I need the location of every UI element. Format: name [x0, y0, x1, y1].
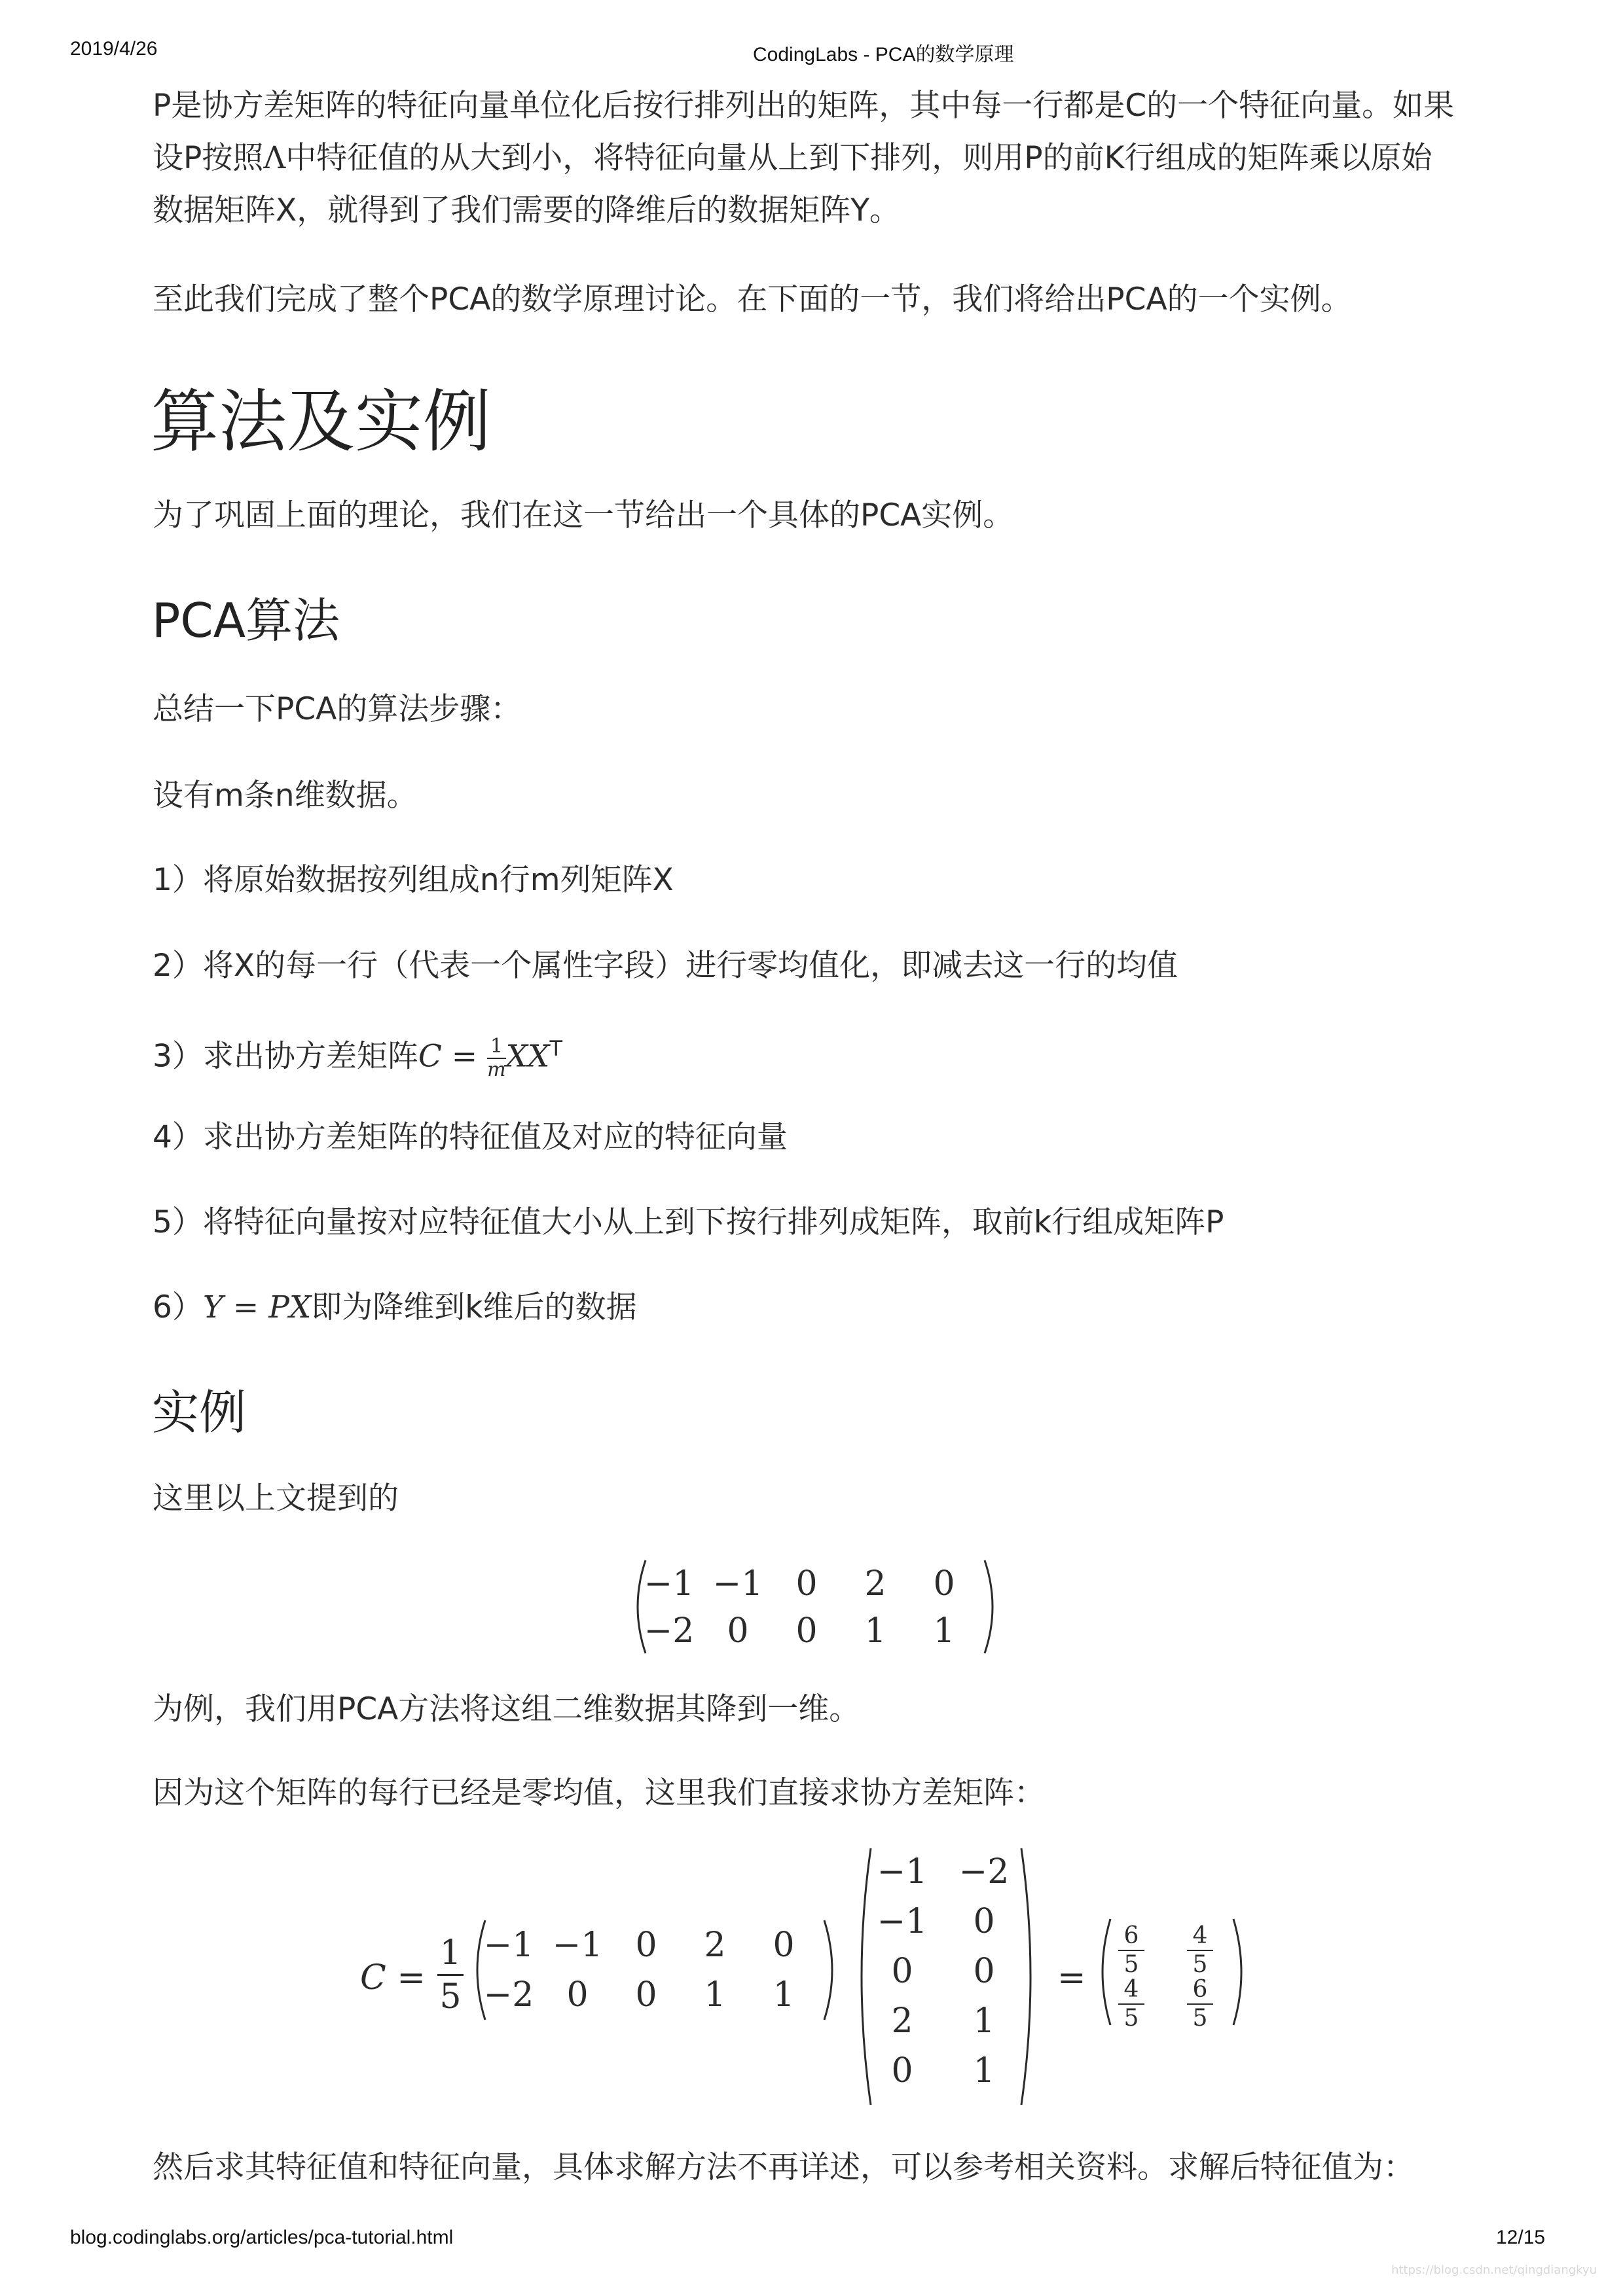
numerator: 6: [1187, 1978, 1213, 2005]
text: 即为降维到k维后的数据: [311, 1289, 637, 1325]
matrix-cell: −1: [644, 1564, 695, 1604]
denominator: 5: [439, 1977, 462, 2017]
matrix-cell: 1: [973, 2001, 995, 2041]
paragraph: 总结一下PCA的算法步骤：: [153, 691, 522, 727]
matrix-cell: 1: [704, 1975, 726, 2015]
matrix-cell: 0: [973, 1952, 995, 1991]
paragraph-line: P是协方差矩阵的特征向量单位化后按行排列出的矩阵，其中每一行都是C的一个特征向量。如果: [153, 88, 1455, 124]
denominator: 5: [1192, 2005, 1208, 2032]
matrix-cell: 1: [973, 2051, 995, 2090]
matrix-cell: −2: [958, 1852, 1010, 1892]
denominator: 5: [1123, 1951, 1139, 1978]
matrix-cell: 0: [773, 1926, 795, 1965]
lambda-symbol: Λ: [263, 140, 286, 176]
paragraph-line: 数据矩阵X，就得到了我们需要的降维后的数据矩阵Y。: [153, 192, 900, 228]
text: 3）求出协方差矩阵: [153, 1038, 418, 1075]
matrix-cell: 0: [973, 1902, 995, 1941]
paragraph: 为了巩固上面的理论，我们在这一节给出一个具体的PCA实例。: [153, 497, 1014, 533]
matrix-cell: 1: [864, 1611, 886, 1651]
right-paren: [1231, 1916, 1250, 2028]
matrix-cell: −1: [712, 1564, 763, 1604]
matrix-cell: 0: [891, 1952, 913, 1991]
paragraph-line: [153, 132, 1432, 185]
equals-sign: =: [1057, 1958, 1086, 1998]
formula: Y = PX: [202, 1289, 312, 1325]
algo-step: 5）将特征向量按对应特征值大小从上到下按行排列成矩阵，取前k行组成矩阵P: [153, 1204, 1224, 1240]
text: 6）: [153, 1289, 203, 1325]
right-paren: [822, 1918, 841, 2022]
print-title: CodingLabs - PCA的数学原理: [753, 44, 1014, 65]
text: 设P按照: [153, 140, 264, 176]
matrix-cell: 0: [795, 1611, 818, 1651]
fraction-cell: [1118, 1924, 1144, 1977]
matrix-result: [1093, 1916, 1250, 2032]
subsection-heading: PCA算法: [152, 593, 340, 648]
matrix-cell: 0: [727, 1611, 749, 1651]
fraction: [487, 1037, 505, 1080]
matrix-cell: 0: [635, 1926, 657, 1965]
matrix-x: [468, 1918, 841, 2022]
fraction-cell: [1187, 1978, 1213, 2030]
algo-step: [153, 1022, 562, 1083]
right-paren: [1019, 1846, 1041, 2108]
left-paren: [1093, 1916, 1113, 2028]
print-date: 2019/4/26: [70, 38, 158, 60]
denominator: 5: [1123, 2005, 1139, 2032]
algo-step: 2）将X的每一行（代表一个属性字段）进行零均值化，即减去这一行的均值: [153, 948, 1178, 984]
scalar-fraction: [437, 1933, 464, 2017]
paragraph: 这里以上文提到的: [153, 1480, 399, 1516]
algo-step: [153, 1282, 637, 1334]
numerator: 4: [1118, 1978, 1144, 2005]
paragraph: 至此我们完成了整个PCA的数学原理讨论。在下面的一节，我们将给出PCA的一个实例。: [153, 281, 1352, 317]
paragraph: 然后求其特征值和特征向量，具体求解方法不再详述，可以参考相关资料。求解后特征值为：: [153, 2149, 1414, 2185]
watermark: https://blog.csdn.net/qingdiangkyu: [1391, 2263, 1597, 2277]
matrix-cell: 2: [864, 1564, 886, 1604]
paragraph: 为例，我们用PCA方法将这组二维数据其降到一维。: [153, 1691, 860, 1727]
text: 中特征值的从大到小，将特征向量从上到下排列，则用P的前K行组成的矩阵乘以原始: [285, 140, 1432, 176]
transpose-sup: T: [549, 1036, 563, 1061]
matrix-cell: 2: [891, 2001, 913, 2041]
formula: C =: [418, 1038, 488, 1075]
denominator: m: [487, 1058, 506, 1082]
c-equals: C =: [360, 1958, 426, 1998]
right-paren: [982, 1558, 1002, 1656]
matrix-cell: 0: [566, 1975, 589, 2015]
matrix-cell: 0: [795, 1564, 818, 1604]
matrix-x-display: [629, 1558, 1002, 1656]
matrix-cell: −2: [644, 1611, 695, 1651]
fraction-cell: [1118, 1978, 1144, 2030]
matrix-cell: 2: [704, 1926, 726, 1965]
matrix-xt: [851, 1846, 1041, 2108]
matrix-cell: −1: [877, 1902, 928, 1941]
paragraph: 因为这个矩阵的每行已经是零均值，这里我们直接求协方差矩阵：: [153, 1775, 1045, 1811]
subsection-heading: 实例: [152, 1385, 247, 1440]
matrix-cell: 0: [891, 2051, 913, 2090]
matrix-cell: 1: [933, 1611, 955, 1651]
fraction-cell: [1187, 1924, 1213, 1977]
matrix-cell: −1: [877, 1852, 928, 1892]
numerator: 6: [1118, 1924, 1144, 1951]
page-number: 12/15: [1496, 2227, 1546, 2248]
numerator: 1: [487, 1037, 505, 1059]
matrix-cell: −2: [483, 1975, 534, 2015]
matrix-cell: 1: [773, 1975, 795, 2015]
numerator: 1: [437, 1936, 464, 1976]
algo-step: 4）求出协方差矩阵的特征值及对应的特征向量: [153, 1119, 788, 1155]
print-url: blog.codinglabs.org/articles/pca-tutorial.html: [70, 2227, 454, 2248]
matrix-cell: −1: [483, 1926, 534, 1965]
algo-step: 1）将原始数据按列组成n行m列矩阵X: [153, 862, 674, 898]
left-paren: [851, 1846, 873, 2108]
denominator: 5: [1192, 1951, 1208, 1978]
numerator: 4: [1187, 1924, 1213, 1951]
matrix-cell: 0: [933, 1564, 955, 1604]
matrix-cell: −1: [552, 1926, 603, 1965]
covariance-equation: [354, 1846, 1270, 2114]
matrix-cell: 0: [635, 1975, 657, 2015]
formula: XX: [505, 1038, 550, 1075]
section-heading: 算法及实例: [151, 382, 492, 461]
paragraph: 设有m条n维数据。: [153, 778, 418, 814]
